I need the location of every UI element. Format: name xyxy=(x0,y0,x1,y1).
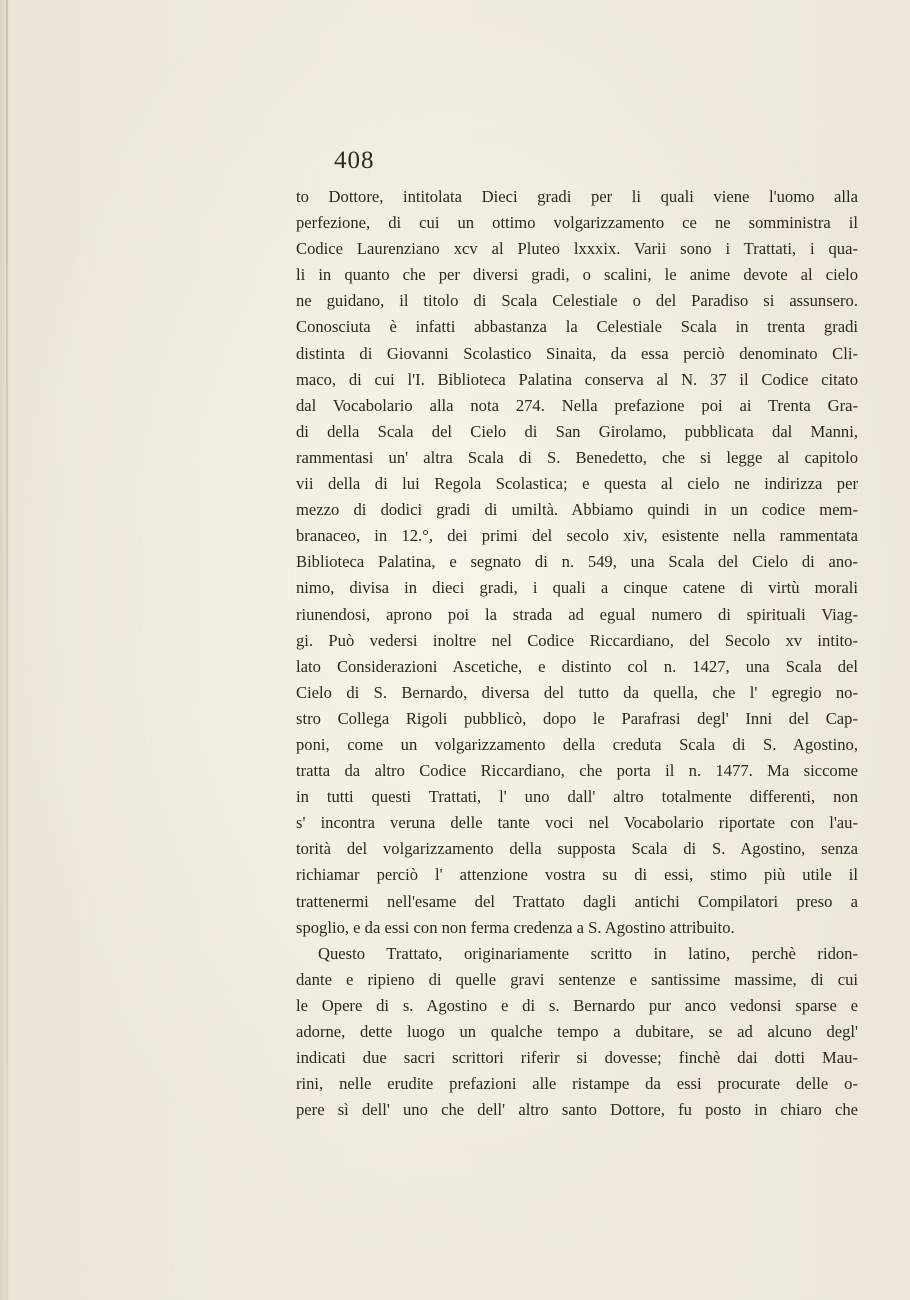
text-line: mezzo di dodici gradi di umiltà. Abbiamo quindi in un codice mem- xyxy=(296,500,858,520)
text-line: to Dottore, intitolata Dieci gradi per li quali viene l'uomo alla xyxy=(296,187,858,206)
text-line: in tutti questi Trattati, l' uno dall' altro totalmente differenti, non xyxy=(296,787,858,807)
text-line: torità del volgarizzamento della supposta Scala di S. Agostino, senza xyxy=(296,839,858,859)
text-line: trattenermi nell'esame del Trattato dagli antichi Compilatori preso a xyxy=(296,891,858,911)
text-line: spoglio, e da essi con non ferma credenza a S. Agostino attribuito. xyxy=(296,917,735,937)
text-line: Codice Laurenziano xcv al Pluteo lxxxix. Varii sono i Trattati, i qua- xyxy=(296,239,858,259)
text-line: distinta di Giovanni Scolastico Sinaita, da essa perciò denominato Cli- xyxy=(296,343,858,363)
text-line: gi. Può vedersi inoltre nel Codice Riccardiano, del Secolo xv intito- xyxy=(296,630,858,650)
text-line: dante e ripieno di quelle gravi sentenze e santissime massime, di cui xyxy=(296,969,858,989)
text-line: tratta da altro Codice Riccardiano, che porta il n. 1477. Ma siccome xyxy=(296,761,858,781)
text-line: Conosciuta è infatti abbastanza la Celestiale Scala in trenta gradi xyxy=(296,317,858,337)
text-line: s' incontra veruna delle tante voci nel Vocabolario riportate con l'au- xyxy=(296,813,858,833)
body-text xyxy=(296,184,858,1123)
text-line: Cielo di S. Bernardo, diversa del tutto da quella, che l' egregio no- xyxy=(296,682,858,702)
text-line: di della Scala del Cielo di San Girolamo, pubblicata dal Manni, xyxy=(296,421,858,441)
text-line: branaceo, in 12.°, dei primi del secolo xiv, esistente nella rammentata xyxy=(296,526,858,546)
text-line: stro Collega Rigoli pubblicò, dopo le Parafrasi degl' Inni del Cap- xyxy=(296,708,858,728)
text-line: poni, come un volgarizzamento della creduta Scala di S. Agostino, xyxy=(296,734,858,754)
text-line: pere sì dell' uno che dell' altro santo Dottore, fu posto in chiaro che xyxy=(296,1100,858,1120)
text-line: rini, nelle erudite prefazioni alle ristampe da essi procurate delle o- xyxy=(296,1074,858,1094)
text-line: ne guidano, il titolo di Scala Celestiale o del Paradiso si assunsero. xyxy=(296,291,858,311)
text-line: vii della di lui Regola Scolastica; e questa al cielo ne indirizza per xyxy=(296,474,858,494)
text-line: le Opere di s. Agostino e di s. Bernardo pur anco vedonsi sparse e xyxy=(296,995,858,1015)
text-line: riunendosi, aprono poi la strada ad egual numero di spirituali Viag- xyxy=(296,604,858,624)
text-line: nimo, divisa in dieci gradi, i quali a cinque catene di virtù morali xyxy=(296,578,858,598)
text-line: maco, di cui l'I. Biblioteca Palatina conserva al N. 37 il Codice citato xyxy=(296,369,858,389)
page-number: 408 xyxy=(334,147,375,174)
text-line: indicati due sacri scrittori riferir si dovesse; finchè dai dotti Mau- xyxy=(296,1048,858,1068)
text-line: Biblioteca Palatina, e segnato di n. 549, una Scala del Cielo di ano- xyxy=(296,552,858,572)
text-line: lato Considerazioni Ascetiche, e distinto col n. 1427, una Scala del xyxy=(296,656,858,676)
text-line: adorne, dette luogo un qualche tempo a dubitare, se ad alcuno degl' xyxy=(296,1022,858,1041)
page-spine-edge xyxy=(6,0,8,1300)
text-line: li in quanto che per diversi gradi, o scalini, le anime devote al cielo xyxy=(296,265,858,285)
text-line: rammentasi un' altra Scala di S. Benedetto, che si legge al capitolo xyxy=(296,447,858,467)
text-line: perfezione, di cui un ottimo volgarizzamento ce ne somministra il xyxy=(296,213,858,233)
text-line: dal Vocabolario alla nota 274. Nella prefazione poi ai Trenta Gra- xyxy=(296,395,858,415)
text-line: richiamar perciò l' attenzione vostra su di essi, stimo più utile il xyxy=(296,865,858,885)
text-line: Questo Trattato, originariamente scritto in latino, perchè ridon- xyxy=(318,943,858,963)
